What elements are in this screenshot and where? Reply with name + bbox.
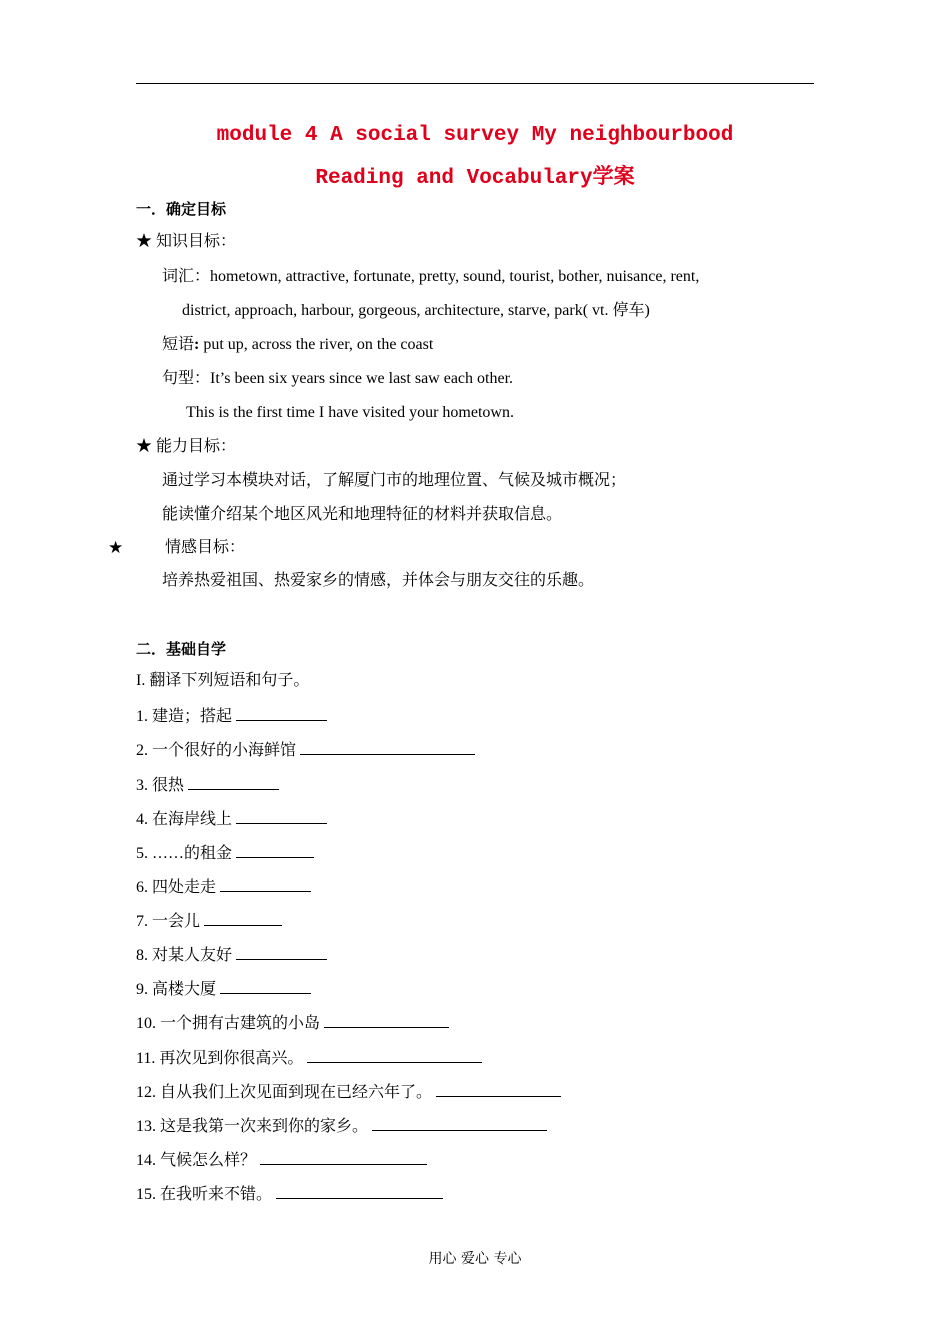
exercise-item-13	[136, 1115, 547, 1137]
knowledge-goal-label: ★ 知识目标：	[136, 233, 237, 250]
page-footer: 用心 爱心 专心	[428, 1251, 522, 1267]
exercise-item-3	[136, 774, 279, 796]
exercise-item-14	[136, 1149, 427, 1171]
ability-text-2: 能读懂介绍某个地区风光和地理特征的材料并获取信息。	[162, 506, 563, 523]
answer-blank[interactable]	[236, 705, 327, 721]
exercise-prompt: 8. 对某人友好	[136, 947, 233, 964]
title-line-1: module 4 A social survey My neighbourbood	[216, 124, 734, 147]
exercise-prompt: 7. 一会儿	[136, 913, 201, 930]
phrase-text: put up, across the river, on the coast	[199, 336, 434, 353]
sentence-label: 句型：	[162, 370, 211, 387]
ability-text-1: 通过学习本模块对话，了解厦门市的地理位置、气候及城市概况；	[162, 472, 627, 489]
ability-goal-label: ★ 能力目标：	[136, 438, 237, 455]
vocab-line-1	[162, 267, 699, 287]
answer-blank[interactable]	[236, 944, 327, 960]
exercise-prompt: 1. 建造；搭起	[136, 708, 233, 725]
exercise-item-2	[136, 739, 475, 761]
section1-heading: 一．确定目标	[136, 200, 227, 218]
exercise-prompt: 15. 在我听来不错。	[136, 1186, 273, 1203]
answer-blank[interactable]	[300, 739, 475, 755]
vocab-label: 词汇：	[162, 268, 211, 285]
star-icon: ★	[108, 538, 124, 557]
exercise-item-5	[136, 842, 314, 864]
answer-blank[interactable]	[236, 808, 327, 824]
exercise-prompt: 14. 气候怎么样？	[136, 1152, 257, 1169]
answer-blank[interactable]	[220, 876, 311, 892]
title-line-2-chinese: 学案	[592, 164, 635, 188]
exercise-prompt: 5. ……的租金	[136, 845, 233, 862]
phrase-label: 短语	[162, 336, 195, 353]
exercise-item-10	[136, 1012, 449, 1034]
answer-blank[interactable]	[260, 1149, 427, 1165]
phrase-line	[162, 335, 433, 355]
exercise-prompt: 12. 自从我们上次见面到现在已经六年了。	[136, 1084, 433, 1101]
title-line-2-english: Reading and Vocabulary	[315, 167, 593, 190]
vocab-line-2: district, approach, harbour, gorgeous, architecture, starve, park( vt. 停车)	[182, 302, 650, 319]
translation-instruction: I. 翻译下列短语和句子。	[136, 672, 310, 689]
exercise-prompt: 4. 在海岸线上	[136, 811, 233, 828]
answer-blank[interactable]	[372, 1115, 547, 1131]
exercise-item-6	[136, 876, 311, 898]
sentence-2: This is the first time I have visited your hometown.	[186, 404, 514, 421]
emotion-text: 培养热爱祖国、热爱家乡的情感，并体会与朋友交往的乐趣。	[162, 572, 595, 589]
sentence-line-1	[162, 369, 513, 389]
exercise-prompt: 9. 高楼大厦	[136, 981, 217, 998]
exercise-item-7	[136, 910, 282, 932]
exercise-item-1	[136, 705, 327, 727]
exercise-prompt: 3. 很热	[136, 777, 185, 794]
exercise-item-9	[136, 978, 311, 1000]
answer-blank[interactable]	[324, 1012, 449, 1028]
exercise-prompt: 13. 这是我第一次来到你的家乡。	[136, 1118, 369, 1135]
answer-blank[interactable]	[204, 910, 282, 926]
exercise-prompt: 10. 一个拥有古建筑的小岛	[136, 1015, 321, 1032]
exercise-prompt: 11. 再次见到你很高兴。	[136, 1050, 304, 1067]
vocab-words-1: hometown, attractive, fortunate, pretty, sound, tourist, bother, nuisance, rent,	[210, 268, 700, 285]
answer-blank[interactable]	[276, 1183, 443, 1199]
header-rule	[136, 83, 814, 84]
sentence-1: It’s been six years since we last saw each other.	[210, 370, 514, 387]
answer-blank[interactable]	[220, 978, 311, 994]
exercise-item-8	[136, 944, 327, 966]
exercise-prompt: 2. 一个很好的小海鲜馆	[136, 742, 297, 759]
emotion-goal-label: 情感目标：	[165, 539, 246, 556]
answer-blank[interactable]	[307, 1047, 482, 1063]
answer-blank[interactable]	[436, 1081, 561, 1097]
exercise-prompt: 6. 四处走走	[136, 879, 217, 896]
phrase-colon: :	[194, 336, 200, 353]
answer-blank[interactable]	[188, 774, 279, 790]
answer-blank[interactable]	[236, 842, 314, 858]
exercise-item-4	[136, 808, 327, 830]
exercise-item-11	[136, 1047, 482, 1069]
section2-heading: 二．基础自学	[136, 640, 227, 658]
title-line-2	[0, 160, 950, 190]
exercise-item-15	[136, 1183, 443, 1205]
exercise-item-12	[136, 1081, 561, 1103]
